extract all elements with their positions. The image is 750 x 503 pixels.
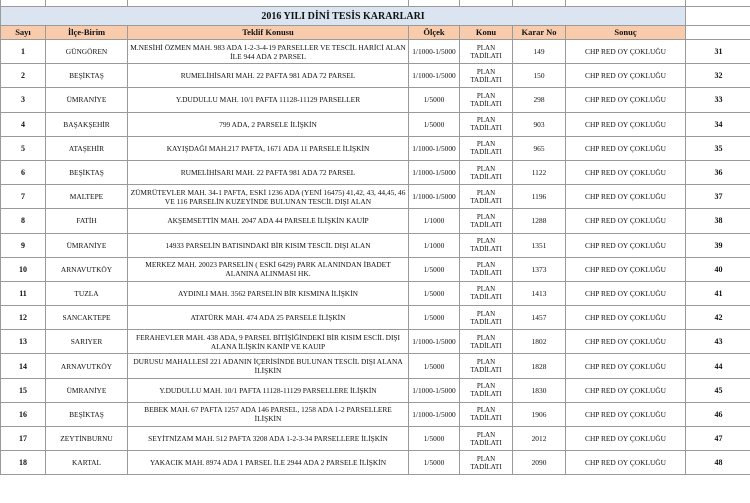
cell-ilce: ÜMRANİYE	[46, 378, 128, 402]
cell-sonuc: CHP RED OY ÇOKLUĞU	[566, 185, 686, 209]
header-row	[1, 26, 750, 40]
cell-extra: 36	[686, 160, 750, 184]
cell-ilce: ARNAVUTKÖY	[46, 354, 128, 378]
cell-sonuc: CHP RED OY ÇOKLUĞU	[566, 40, 686, 64]
cell-sonuc: CHP RED OY ÇOKLUĞU	[566, 136, 686, 160]
table-row	[1, 233, 750, 257]
table-row	[1, 402, 750, 426]
cell-ilce: SANCAKTEPE	[46, 306, 128, 330]
table-body	[1, 40, 750, 475]
cell-sonuc: CHP RED OY ÇOKLUĞU	[566, 160, 686, 184]
cell-sonuc: CHP RED OY ÇOKLUĞU	[566, 64, 686, 88]
cell-ilce: BAŞAKŞEHİR	[46, 112, 128, 136]
title-row	[1, 7, 750, 26]
cell-ilce: ARNAVUTKÖY	[46, 257, 128, 281]
cell-extra: 31	[686, 40, 750, 64]
cell-teklif: RUMELİHİSARI MAH. 22 PAFTA 981 ADA 72 PARSEL	[128, 64, 409, 88]
cell-karar: 1122	[513, 160, 566, 184]
cell-karar: 1373	[513, 257, 566, 281]
cell-olcek: 1/5000	[409, 112, 460, 136]
table-row	[1, 88, 750, 112]
cell-konu: PLAN TADİLATI	[460, 354, 513, 378]
table-row	[1, 112, 750, 136]
cell-olcek: 1/5000	[409, 257, 460, 281]
cell-extra: 47	[686, 427, 750, 451]
cell-karar: 1413	[513, 281, 566, 305]
cell-teklif: 799 ADA, 2 PARSELE İLİŞKİN	[128, 112, 409, 136]
cell-olcek: 1/1000	[409, 209, 460, 233]
table-row	[1, 378, 750, 402]
cell-extra: 39	[686, 233, 750, 257]
cell-teklif: MERKEZ MAH. 20023 PARSELİN ( ESKİ 6429) PARK ALANINDAN İBADET ALANINA ALINMASI HK.	[128, 257, 409, 281]
cell-extra: 35	[686, 136, 750, 160]
cell-sonuc: CHP RED OY ÇOKLUĞU	[566, 233, 686, 257]
header-sayi: Sayı	[1, 26, 46, 40]
cell-extra: 48	[686, 451, 750, 475]
cell-olcek: 1/1000-1/5000	[409, 136, 460, 160]
table-row	[1, 40, 750, 64]
cell-olcek: 1/1000-1/5000	[409, 185, 460, 209]
cell-extra: 37	[686, 185, 750, 209]
cell-extra: 33	[686, 88, 750, 112]
cell-sayi: 12	[1, 306, 46, 330]
cell-teklif: FERAHEVLER MAH. 438 ADA, 9 PARSEL BİTİŞİĞİNDEKİ BİR KISIM ESCİL DIŞI ALANA İLİŞKİN KANİP VE KAUIP	[128, 330, 409, 354]
cell-sonuc: CHP RED OY ÇOKLUĞU	[566, 427, 686, 451]
cell-olcek: 1/1000-1/5000	[409, 330, 460, 354]
cell-ilce: FATİH	[46, 209, 128, 233]
cell-konu: PLAN TADİLATI	[460, 64, 513, 88]
cell-karar: 903	[513, 112, 566, 136]
cell-karar: 1802	[513, 330, 566, 354]
cell-konu: PLAN TADİLATI	[460, 306, 513, 330]
cell-olcek: 1/5000	[409, 354, 460, 378]
cell-sayi: 16	[1, 402, 46, 426]
cell-sonuc: CHP RED OY ÇOKLUĞU	[566, 378, 686, 402]
cell-sayi: 1	[1, 40, 46, 64]
cell-konu: PLAN TADİLATI	[460, 185, 513, 209]
cell-sayi: 5	[1, 136, 46, 160]
cell-olcek: 1/5000	[409, 451, 460, 475]
cell-konu: PLAN TADİLATI	[460, 136, 513, 160]
header-sonuc: Sonuç	[566, 26, 686, 40]
cell-teklif: Y.DUDULLU MAH. 10/1 PAFTA 11128-11129 PARSELLER	[128, 88, 409, 112]
header-konu: Konu	[460, 26, 513, 40]
cell-karar: 1351	[513, 233, 566, 257]
cell-sayi: 11	[1, 281, 46, 305]
cell-sayi: 18	[1, 451, 46, 475]
cell-karar: 1457	[513, 306, 566, 330]
cell-sayi: 7	[1, 185, 46, 209]
cell-sayi: 14	[1, 354, 46, 378]
cell-olcek: 1/5000	[409, 306, 460, 330]
cell-ilce: GÜNGÖREN	[46, 40, 128, 64]
table-row	[1, 306, 750, 330]
table-row	[1, 209, 750, 233]
cell-karar: 965	[513, 136, 566, 160]
cell-konu: PLAN TADİLATI	[460, 112, 513, 136]
cell-sonuc: CHP RED OY ÇOKLUĞU	[566, 88, 686, 112]
header-teklif: Teklif Konusu	[128, 26, 409, 40]
cell-sayi: 17	[1, 427, 46, 451]
cell-olcek: 1/5000	[409, 281, 460, 305]
cell-extra: 38	[686, 209, 750, 233]
cell-extra: 34	[686, 112, 750, 136]
cell-sonuc: CHP RED OY ÇOKLUĞU	[566, 306, 686, 330]
cell-ilce: ZEYTİNBURNU	[46, 427, 128, 451]
cell-ilce: SARIYER	[46, 330, 128, 354]
cell-sonuc: CHP RED OY ÇOKLUĞU	[566, 112, 686, 136]
cell-karar: 1828	[513, 354, 566, 378]
cell-teklif: RUMELİHİSARI MAH. 22 PAFTA 981 ADA 72 PARSEL	[128, 160, 409, 184]
cell-ilce: MALTEPE	[46, 185, 128, 209]
cell-konu: PLAN TADİLATI	[460, 209, 513, 233]
table-row	[1, 281, 750, 305]
cell-extra: 32	[686, 64, 750, 88]
cell-sonuc: CHP RED OY ÇOKLUĞU	[566, 209, 686, 233]
cell-extra: 41	[686, 281, 750, 305]
table-row	[1, 185, 750, 209]
cell-extra: 46	[686, 402, 750, 426]
cell-konu: PLAN TADİLATI	[460, 330, 513, 354]
cell-extra: 42	[686, 306, 750, 330]
cell-sayi: 13	[1, 330, 46, 354]
cell-olcek: 1/1000-1/5000	[409, 160, 460, 184]
cell-olcek: 1/1000-1/5000	[409, 378, 460, 402]
cell-konu: PLAN TADİLATI	[460, 257, 513, 281]
header-karar: Karar No	[513, 26, 566, 40]
cell-sonuc: CHP RED OY ÇOKLUĞU	[566, 330, 686, 354]
cell-extra: 45	[686, 378, 750, 402]
table-row	[1, 427, 750, 451]
cell-konu: PLAN TADİLATI	[460, 88, 513, 112]
cell-ilce: ATAŞEHİR	[46, 136, 128, 160]
cell-sayi: 10	[1, 257, 46, 281]
cell-teklif: 14933 PARSELİN BATISINDAKİ BİR KISIM TESCİL DIŞI ALAN	[128, 233, 409, 257]
cell-karar: 298	[513, 88, 566, 112]
cell-karar: 1196	[513, 185, 566, 209]
cell-konu: PLAN TADİLATI	[460, 402, 513, 426]
cell-karar: 1288	[513, 209, 566, 233]
header-ilce: İlçe-Birim	[46, 26, 128, 40]
cell-sayi: 4	[1, 112, 46, 136]
cell	[686, 26, 750, 40]
cell-teklif: BEBEK MAH. 67 PAFTA 1257 ADA 146 PARSEL, 1258 ADA 1-2 PARSELLERE İLİŞKİN	[128, 402, 409, 426]
cell-sayi: 8	[1, 209, 46, 233]
cell-konu: PLAN TADİLATI	[460, 427, 513, 451]
cell-sayi: 9	[1, 233, 46, 257]
cell-karar: 1830	[513, 378, 566, 402]
table-row	[1, 354, 750, 378]
header-olcek: Ölçek	[409, 26, 460, 40]
cell-teklif: Y.DUDULLU MAH. 10/1 PAFTA 11128-11129 PARSELLERE İLİŞKİN	[128, 378, 409, 402]
cell-karar: 2012	[513, 427, 566, 451]
cell-ilce: ÜMRANİYE	[46, 233, 128, 257]
cell-teklif: ATATÜRK MAH. 474 ADA 25 PARSELE İLİŞKİN	[128, 306, 409, 330]
cell-extra: 43	[686, 330, 750, 354]
cell-sonuc: CHP RED OY ÇOKLUĞU	[566, 281, 686, 305]
cell-konu: PLAN TADİLATI	[460, 233, 513, 257]
cell-olcek: 1/1000	[409, 233, 460, 257]
cell-extra: 44	[686, 354, 750, 378]
cell-teklif: AYDINLI MAH. 3562 PARSELİN BİR KISMINA İLİŞKİN	[128, 281, 409, 305]
cell-karar: 1906	[513, 402, 566, 426]
cell-karar: 150	[513, 64, 566, 88]
cell-sonuc: CHP RED OY ÇOKLUĞU	[566, 257, 686, 281]
cell-olcek: 1/5000	[409, 427, 460, 451]
cell-sonuc: CHP RED OY ÇOKLUĞU	[566, 451, 686, 475]
cell-teklif: YAKACIK MAH. 8974 ADA 1 PARSEL İLE 2944 ADA 2 PARSELE İLİŞKİN	[128, 451, 409, 475]
cell-sonuc: CHP RED OY ÇOKLUĞU	[566, 402, 686, 426]
cell-teklif: M.NESİHİ ÖZMEN MAH. 983 ADA 1-2-3-4-19 PARSELLER VE TESCİL HARİCİ ALAN İLE 944 ADA 2 PARSEL	[128, 40, 409, 64]
cell-teklif: DURUSU MAHALLESİ 221 ADANIN İÇERİSİNDE BULUNAN TESCİL DIŞI ALANA İLİŞKİN	[128, 354, 409, 378]
cell-ilce: BEŞİKTAŞ	[46, 64, 128, 88]
cell-olcek: 1/1000-1/5000	[409, 402, 460, 426]
cell-sonuc: CHP RED OY ÇOKLUĞU	[566, 354, 686, 378]
table-row	[1, 330, 750, 354]
cell-karar: 2090	[513, 451, 566, 475]
table-row	[1, 257, 750, 281]
cell-extra: 40	[686, 257, 750, 281]
table-row	[1, 64, 750, 88]
cell-olcek: 1/5000	[409, 88, 460, 112]
cell-teklif: SEYİTNİZAM MAH. 512 PAFTA 3208 ADA 1-2-3-34 PARSELLERE İLİŞKİN	[128, 427, 409, 451]
cell-ilce: ÜMRANİYE	[46, 88, 128, 112]
cell-konu: PLAN TADİLATI	[460, 40, 513, 64]
cell-konu: PLAN TADİLATI	[460, 160, 513, 184]
cell-olcek: 1/1000-1/5000	[409, 40, 460, 64]
cell-konu: PLAN TADİLATI	[460, 281, 513, 305]
cell-sayi: 2	[1, 64, 46, 88]
cell-olcek: 1/1000-1/5000	[409, 64, 460, 88]
cell-sayi: 6	[1, 160, 46, 184]
cell-ilce: KARTAL	[46, 451, 128, 475]
cell-sayi: 3	[1, 88, 46, 112]
cell-teklif: AKŞEMSETTİN MAH. 2047 ADA 44 PARSELE İLİŞKİN KAUİP	[128, 209, 409, 233]
cell-teklif: ZÜMRÜTEVLER MAH. 34-1 PAFTA, ESKİ 1236 ADA (YENİ 16475) 41,42, 43, 44,45, 46 VE 116 PARSELİN KUZEYİNDE BULUNAN TESCİL DIŞI ALAN	[128, 185, 409, 209]
table-row	[1, 451, 750, 475]
table-title: 2016 YILI DİNİ TESİS KARARLARI	[1, 7, 686, 26]
cell-konu: PLAN TADİLATI	[460, 451, 513, 475]
table-row	[1, 160, 750, 184]
cell	[686, 7, 750, 26]
cell-ilce: TUZLA	[46, 281, 128, 305]
cell-ilce: BEŞİKTAŞ	[46, 160, 128, 184]
cell-konu: PLAN TADİLATI	[460, 378, 513, 402]
cell-sayi: 15	[1, 378, 46, 402]
cell-karar: 149	[513, 40, 566, 64]
table-row	[1, 136, 750, 160]
cell-teklif: KAYIŞDAĞI MAH.217 PAFTA, 1671 ADA 11 PARSELE İLİŞKİN	[128, 136, 409, 160]
cell-ilce: BEŞİKTAŞ	[46, 402, 128, 426]
